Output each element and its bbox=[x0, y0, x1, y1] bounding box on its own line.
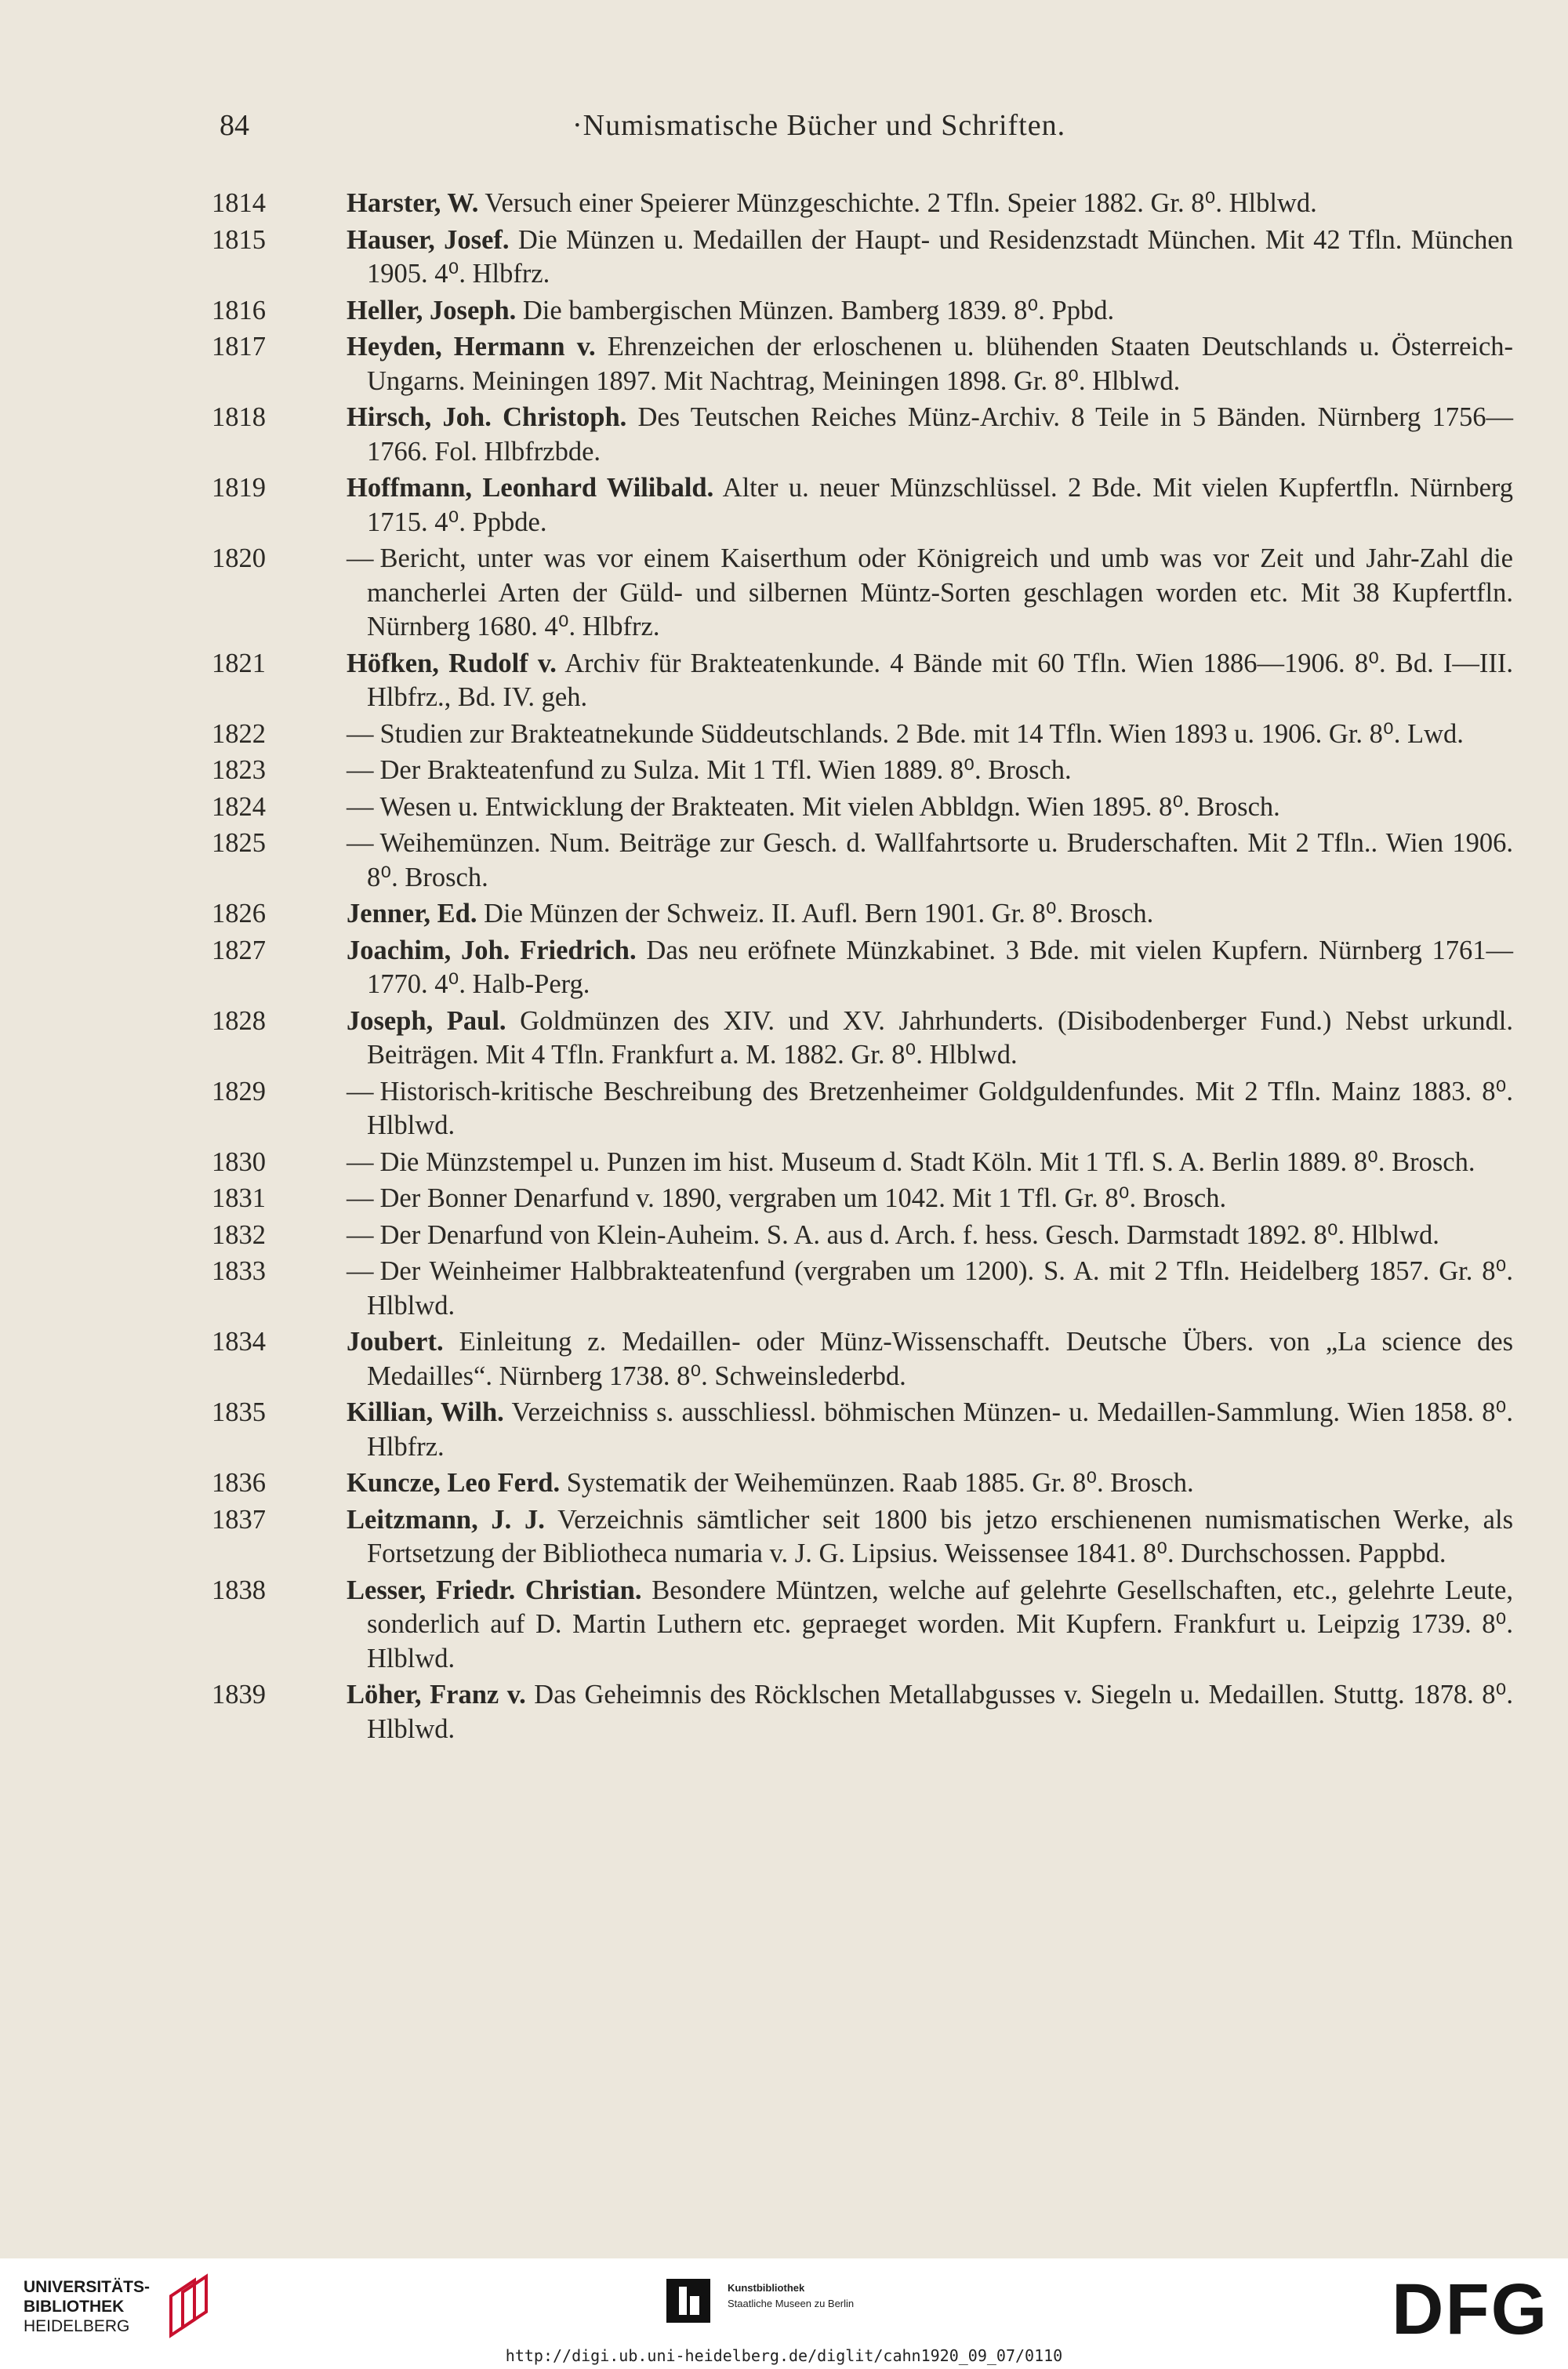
catalogue-entry bbox=[212, 223, 1513, 292]
catalogue-entry bbox=[212, 790, 1513, 825]
entry-description: Der Denarfund von Klein-Auheim. S. A. aus d. Arch. f. hess. Gesch. Darmstadt 1892. 8⁰. Hlblwd. bbox=[379, 1219, 1439, 1250]
entry-author: Joubert. bbox=[347, 1327, 444, 1357]
entry-description: Die Münzstempel u. Punzen im hist. Museum d. Stadt Köln. Mit 1 Tfl. S. A. Berlin 1889. 8⁰. Brosch. bbox=[379, 1146, 1475, 1177]
catalogue-entry bbox=[212, 897, 1513, 932]
entry-author: Kuncze, Leo Ferd. bbox=[347, 1468, 561, 1498]
catalogue-entry bbox=[212, 647, 1513, 715]
entry-body bbox=[347, 1146, 1513, 1180]
entry-number: 1836 bbox=[212, 1468, 266, 1498]
entry-number: 1825 bbox=[212, 828, 266, 858]
entry-author: Lesser, Friedr. Christian. bbox=[347, 1575, 642, 1605]
entry-author: Harster, W. bbox=[347, 188, 479, 218]
entry-body bbox=[347, 1219, 1513, 1253]
entry-body bbox=[347, 1325, 1513, 1393]
entry-author: Joseph, Paul. bbox=[347, 1005, 506, 1036]
catalogue-entry bbox=[212, 1396, 1513, 1464]
permalink-url[interactable]: http://digi.ub.uni-heidelberg.de/diglit/cahn1920_09_07/0110 bbox=[505, 2346, 1063, 2365]
entry-number: 1814 bbox=[212, 188, 266, 218]
kunstbibliothek-emblem-icon bbox=[665, 2277, 712, 2324]
ub-emblem-icon bbox=[163, 2273, 218, 2339]
entry-author: Heller, Joseph. bbox=[347, 295, 517, 325]
entry-body bbox=[347, 934, 1513, 1002]
entry-number: 1839 bbox=[212, 1680, 266, 1710]
entry-number: 1816 bbox=[212, 295, 266, 325]
entry-body bbox=[347, 187, 1513, 221]
ditto-dash: — bbox=[347, 718, 374, 749]
catalogue-entry bbox=[212, 718, 1513, 752]
dfg-logo[interactable]: DFG bbox=[1392, 2269, 1549, 2349]
catalogue-entry bbox=[212, 294, 1513, 329]
ditto-dash: — bbox=[347, 1146, 374, 1177]
entry-author: Killian, Wilh. bbox=[347, 1397, 504, 1427]
entry-description: Des Teutschen Reiches Münz-Archiv. 8 Teile in 5 Bänden. Nürnberg 1756—1766. Fol. Hlbfrzbde. bbox=[367, 402, 1513, 467]
entry-body bbox=[347, 401, 1513, 469]
page-header bbox=[220, 108, 1505, 155]
entry-body bbox=[347, 647, 1513, 715]
ditto-dash: — bbox=[347, 828, 374, 858]
entry-body bbox=[347, 1075, 1513, 1143]
entry-description: Der Brakteatenfund zu Sulza. Mit 1 Tfl. Wien 1889. 8⁰. Brosch. bbox=[379, 755, 1072, 785]
entry-description: Bericht, unter was vor einem Kaiserthum oder Königreich und umb was vor Zeit und Jahr-Zahl die mancherlei Arten der Güld- und silbernen Müntz-Sorten geschlagen worden etc. Mit 38 Kupfertfln. Nürnberg 1680. 4⁰. Hlbfrz. bbox=[367, 543, 1513, 641]
entry-description: Die Münzen der Schweiz. II. Aufl. Bern 1901. Gr. 8⁰. Brosch. bbox=[477, 899, 1154, 928]
entry-description: Studien zur Brakteatnekunde Süddeutschlands. 2 Bde. mit 14 Tfln. Wien 1893 u. 1906. Gr. 8⁰. Lwd. bbox=[379, 718, 1464, 749]
catalogue-entry bbox=[212, 1678, 1513, 1746]
entry-number: 1830 bbox=[212, 1146, 266, 1177]
entry-number: 1824 bbox=[212, 791, 266, 822]
entry-body bbox=[347, 542, 1513, 645]
catalogue-entry bbox=[212, 542, 1513, 645]
entry-author: Höfken, Rudolf v. bbox=[347, 648, 557, 678]
catalogue-entry bbox=[212, 827, 1513, 895]
catalogue-entry bbox=[212, 401, 1513, 469]
ub-logo-line1: UNIVERSITÄTS- bbox=[24, 2278, 151, 2296]
ditto-dash: — bbox=[347, 755, 374, 785]
entry-description: Goldmünzen des XIV. und XV. Jahrhunderts. (Disibodenberger Fund.) Nebst urkundl. Beiträgen. Mit 4 Tfln. Frankfurt a. M. 1882. Gr. 8⁰. Hlblwd. bbox=[367, 1005, 1513, 1070]
entry-body bbox=[347, 330, 1513, 398]
entry-author: Leitzmann, J. J. bbox=[347, 1504, 545, 1535]
digitization-footer bbox=[0, 2258, 1568, 2369]
ditto-dash: — bbox=[347, 1219, 374, 1250]
entry-body bbox=[347, 1182, 1513, 1216]
entry-description: Der Bonner Denarfund v. 1890, vergraben um 1042. Mit 1 Tfl. Gr. 8⁰. Brosch. bbox=[379, 1183, 1227, 1213]
entry-author: Hauser, Josef. bbox=[347, 224, 510, 255]
entry-author: Heyden, Hermann v. bbox=[347, 332, 596, 362]
kb-name: Kunstbibliothek bbox=[728, 2282, 805, 2294]
entry-body bbox=[347, 827, 1513, 895]
entry-number: 1835 bbox=[212, 1397, 266, 1427]
entry-body bbox=[347, 471, 1513, 540]
running-title: ·Numismatische Bücher und Schriften. bbox=[572, 109, 1066, 142]
entry-body bbox=[347, 1255, 1513, 1323]
ub-logo-line3: HEIDELBERG bbox=[24, 2317, 130, 2335]
kb-subtitle: Staatliche Museen zu Berlin bbox=[728, 2298, 855, 2309]
entry-number: 1817 bbox=[212, 332, 266, 362]
entry-number: 1834 bbox=[212, 1327, 266, 1357]
catalogue-entry bbox=[212, 1325, 1513, 1393]
entry-body bbox=[347, 1396, 1513, 1464]
ditto-dash: — bbox=[347, 1076, 374, 1106]
entry-body bbox=[347, 754, 1513, 788]
entry-number: 1823 bbox=[212, 755, 266, 785]
entry-description: Die bambergischen Münzen. Bamberg 1839. 8⁰. Ppbd. bbox=[516, 295, 1115, 325]
entry-description: Versuch einer Speierer Münzgeschichte. 2 Tfln. Speier 1882. Gr. 8⁰. Hlblwd. bbox=[478, 188, 1317, 218]
entry-author: Löher, Franz v. bbox=[347, 1680, 526, 1710]
entry-description: Weihemünzen. Num. Beiträge zur Gesch. d. Wallfahrtsorte u. Bruderschaften. Mit 2 Tfln.. Wien 1906. 8⁰. Brosch. bbox=[367, 828, 1513, 892]
ditto-dash: — bbox=[347, 543, 374, 573]
entry-description: Wesen u. Entwicklung der Brakteaten. Mit vielen Abbldgn. Wien 1895. 8⁰. Brosch. bbox=[379, 791, 1280, 822]
entry-description: Ehrenzeichen der erloschenen u. blühenden Staaten Deutschlands u. Österreich-Ungarns. Meiningen 1897. Mit Nachtrag, Meiningen 1898. Gr. 8⁰. Hlblwd. bbox=[367, 332, 1514, 396]
ditto-dash: — bbox=[347, 1183, 374, 1213]
catalogue-entry bbox=[212, 754, 1513, 788]
entry-description: Systematik der Weihemünzen. Raab 1885. Gr. 8⁰. Brosch. bbox=[560, 1468, 1194, 1498]
catalogue-entries bbox=[212, 187, 1513, 1749]
catalogue-entry bbox=[212, 330, 1513, 398]
entry-body bbox=[347, 1678, 1513, 1746]
catalogue-entry bbox=[212, 1466, 1513, 1501]
entry-number: 1815 bbox=[212, 224, 266, 255]
entry-number: 1818 bbox=[212, 402, 266, 432]
entry-body bbox=[347, 790, 1513, 825]
entry-number: 1838 bbox=[212, 1575, 266, 1605]
entry-description: Verzeichniss s. ausschliessl. böhmischen Münzen- u. Medaillen-Sammlung. Wien 1858. 8⁰. Hlbfrz. bbox=[367, 1397, 1513, 1462]
ub-logo-line2: BIBLIOTHEK bbox=[24, 2298, 125, 2316]
entry-number: 1826 bbox=[212, 899, 266, 928]
entry-number: 1828 bbox=[212, 1005, 266, 1036]
entry-number: 1833 bbox=[212, 1256, 266, 1286]
ub-heidelberg-logo[interactable] bbox=[24, 2273, 259, 2351]
entry-description: Die Münzen u. Medaillen der Haupt- und Residenzstadt München. Mit 42 Tfln. München 1905. 4⁰. Hlbfrz. bbox=[367, 224, 1513, 289]
catalogue-entry bbox=[212, 471, 1513, 540]
entry-number: 1827 bbox=[212, 935, 266, 965]
entry-number: 1822 bbox=[212, 718, 266, 749]
entry-description: Das neu eröfnete Münzkabinet. 3 Bde. mit vielen Kupfern. Nürnberg 1761—1770. 4⁰. Halb-Perg. bbox=[367, 935, 1513, 999]
entry-description: Archiv für Brakteatenkunde. 4 Bände mit 60 Tfln. Wien 1886—1906. 8⁰. Bd. I—III. Hlbfrz., Bd. IV. geh. bbox=[367, 648, 1513, 712]
entry-author: Hirsch, Joh. Christoph. bbox=[347, 402, 627, 432]
entry-number: 1832 bbox=[212, 1219, 266, 1250]
entry-description: Alter u. neuer Münzschlüssel. 2 Bde. Mit vielen Kupfertfln. Nürnberg 1715. 4⁰. Ppbde. bbox=[367, 473, 1513, 537]
ditto-dash: — bbox=[347, 1256, 374, 1286]
catalogue-entry bbox=[212, 1255, 1513, 1323]
catalogue-entry bbox=[212, 1219, 1513, 1253]
catalogue-entry bbox=[212, 1075, 1513, 1143]
entry-body bbox=[347, 294, 1513, 329]
catalogue-entry bbox=[212, 1005, 1513, 1073]
entry-body bbox=[347, 1503, 1513, 1571]
catalogue-entry bbox=[212, 934, 1513, 1002]
entry-body bbox=[347, 718, 1513, 752]
entry-description: Verzeichnis sämtlicher seit 1800 bis jetzo erschienenen numismatischen Werke, als Fortsetzung der Bibliotheca numaria v. J. G. Lipsius. Weissensee 1841. 8⁰. Durchschossen. Pappbd. bbox=[367, 1504, 1514, 1568]
catalogue-entry bbox=[212, 1503, 1513, 1571]
entry-body bbox=[347, 1466, 1513, 1501]
entry-description: Besondere Müntzen, welche auf gelehrte Gesellschaften, etc., gelehrte Leute, sonderlich auf D. Martin Luthern etc. gepraeget worden. Mit Kupfern. Frankfurt u. Leipzig 1739. 8⁰. Hlblwd. bbox=[367, 1575, 1513, 1673]
entry-author: Joachim, Joh. Friedrich. bbox=[347, 935, 637, 965]
entry-number: 1819 bbox=[212, 473, 266, 503]
entry-description: Das Geheimnis des Röcklschen Metallabgusses v. Siegeln u. Medaillen. Stuttg. 1878. 8⁰. Hlblwd. bbox=[367, 1680, 1514, 1744]
entry-description: Einleitung z. Medaillen- oder Münz-Wissenschafft. Deutsche Übers. von „La science des Medailles“. Nürnberg 1738. 8⁰. Schweinslederbd. bbox=[367, 1327, 1513, 1391]
entry-author: Hoffmann, Leonhard Wilibald. bbox=[347, 473, 714, 503]
entry-number: 1831 bbox=[212, 1183, 266, 1213]
entry-description: Der Weinheimer Halbbrakteatenfund (vergraben um 1200). S. A. mit 2 Tfln. Heidelberg 1857. Gr. 8⁰. Hlblwd. bbox=[367, 1256, 1513, 1321]
page-number: 84 bbox=[220, 109, 249, 142]
entry-body bbox=[347, 223, 1513, 292]
entry-number: 1820 bbox=[212, 543, 266, 573]
catalogue-entry bbox=[212, 1182, 1513, 1216]
catalogue-entry bbox=[212, 1574, 1513, 1677]
ditto-dash: — bbox=[347, 791, 374, 822]
entry-body bbox=[347, 1574, 1513, 1677]
entry-number: 1837 bbox=[212, 1504, 266, 1535]
kunstbibliothek-logo[interactable] bbox=[665, 2274, 916, 2329]
entry-number: 1821 bbox=[212, 648, 266, 678]
catalogue-entry bbox=[212, 1146, 1513, 1180]
entry-body bbox=[347, 1005, 1513, 1073]
entry-body bbox=[347, 897, 1513, 932]
entry-number: 1829 bbox=[212, 1076, 266, 1106]
entry-description: Historisch-kritische Beschreibung des Bretzenheimer Goldguldenfundes. Mit 2 Tfln. Mainz 1883. 8⁰. Hlblwd. bbox=[367, 1076, 1513, 1140]
entry-author: Jenner, Ed. bbox=[347, 899, 477, 928]
catalogue-entry bbox=[212, 187, 1513, 221]
